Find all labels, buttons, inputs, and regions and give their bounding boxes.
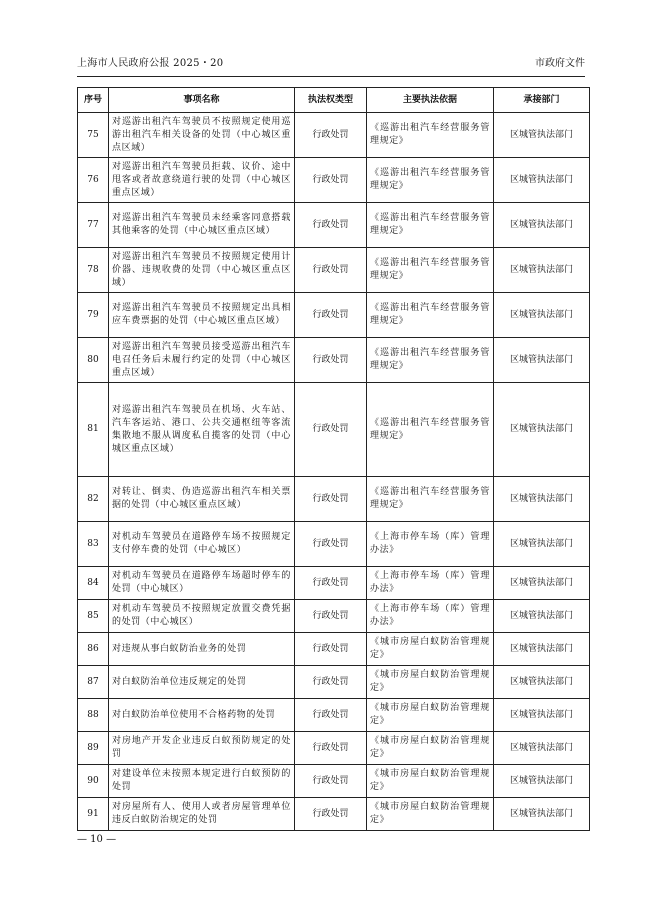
row-number-cell: 76	[78, 158, 109, 203]
power-type-cell: 行政处罚	[295, 600, 367, 633]
item-name-cell: 对巡游出租汽车驾驶员不按照规定使用计价器、违规收费的处罚（中心城区重点区域）	[109, 248, 295, 293]
row-number-cell: 84	[78, 567, 109, 600]
power-type-cell: 行政处罚	[295, 338, 367, 383]
column-header-department: 承接部门	[494, 88, 590, 113]
department-cell: 区城管执法部门	[494, 732, 590, 765]
power-type-cell: 行政处罚	[295, 765, 367, 798]
power-type-cell: 行政处罚	[295, 477, 367, 522]
power-type-cell: 行政处罚	[295, 732, 367, 765]
item-name-cell: 对巡游出租汽车驾驶员在机场、火车站、汽车客运站、港口、公共交通枢纽等客流集散地不服从调度私自揽客的处罚（中心城区重点区域）	[109, 383, 295, 477]
table-row	[78, 600, 590, 633]
column-header-item-name: 事项名称	[109, 88, 295, 113]
row-number-cell: 89	[78, 732, 109, 765]
column-header-power-type: 执法权类型	[295, 88, 367, 113]
item-name-cell: 对建设单位未按照本规定进行白蚁预防的处罚	[109, 765, 295, 798]
legal-basis-cell: 《巡游出租汽车经营服务管理规定》	[367, 477, 494, 522]
department-cell: 区城管执法部门	[494, 699, 590, 732]
legal-basis-cell: 《巡游出租汽车经营服务管理规定》	[367, 383, 494, 477]
department-cell: 区城管执法部门	[494, 383, 590, 477]
row-number-cell: 83	[78, 522, 109, 567]
department-cell: 区城管执法部门	[494, 338, 590, 383]
table-header-row	[78, 88, 590, 113]
legal-basis-cell: 《上海市停车场（库）管理办法》	[367, 600, 494, 633]
department-cell: 区城管执法部门	[494, 248, 590, 293]
table-row	[78, 338, 590, 383]
row-number-cell: 80	[78, 338, 109, 383]
page-header	[77, 54, 585, 76]
power-type-cell: 行政处罚	[295, 666, 367, 699]
legal-basis-cell: 《巡游出租汽车经营服务管理规定》	[367, 113, 494, 158]
department-cell: 区城管执法部门	[494, 522, 590, 567]
table-row	[78, 158, 590, 203]
item-name-cell: 对巡游出租汽车驾驶员不按照规定使用巡游出租汽车相关设备的处罚（中心城区重点区域）	[109, 113, 295, 158]
department-cell: 区城管执法部门	[494, 765, 590, 798]
table-row	[78, 666, 590, 699]
item-name-cell: 对巡游出租汽车驾驶员不按照规定出具相应车费票据的处罚（中心城区重点区域）	[109, 293, 295, 338]
table-row	[78, 732, 590, 765]
power-type-cell: 行政处罚	[295, 699, 367, 732]
legal-basis-cell: 《城市房屋白蚁防治管理规定》	[367, 699, 494, 732]
table-row	[78, 798, 590, 831]
legal-basis-cell: 《上海市停车场（库）管理办法》	[367, 567, 494, 600]
power-type-cell: 行政处罚	[295, 567, 367, 600]
item-name-cell: 对巡游出租汽车驾驶员未经乘客同意搭载其他乘客的处罚（中心城区重点区域）	[109, 203, 295, 248]
legal-basis-cell: 《巡游出租汽车经营服务管理规定》	[367, 293, 494, 338]
table-row	[78, 699, 590, 732]
table-row	[78, 293, 590, 338]
item-name-cell: 对房地产开发企业违反白蚁预防规定的处罚	[109, 732, 295, 765]
item-name-cell: 对白蚁防治单位违反规定的处罚	[109, 666, 295, 699]
column-header-no: 序号	[78, 88, 109, 113]
row-number-cell: 86	[78, 633, 109, 666]
power-type-cell: 行政处罚	[295, 293, 367, 338]
department-cell: 区城管执法部门	[494, 293, 590, 338]
table-body	[78, 113, 590, 831]
power-type-cell: 行政处罚	[295, 158, 367, 203]
legal-basis-cell: 《巡游出租汽车经营服务管理规定》	[367, 338, 494, 383]
legal-basis-cell: 《巡游出租汽车经营服务管理规定》	[367, 158, 494, 203]
department-cell: 区城管执法部门	[494, 600, 590, 633]
item-name-cell: 对巡游出租汽车驾驶员拒载、议价、途中甩客或者故意绕道行驶的处罚（中心城区重点区域）	[109, 158, 295, 203]
legal-basis-cell: 《巡游出租汽车经营服务管理规定》	[367, 203, 494, 248]
row-number-cell: 87	[78, 666, 109, 699]
table-row	[78, 765, 590, 798]
table-row	[78, 522, 590, 567]
column-header-legal-basis: 主要执法依据	[367, 88, 494, 113]
department-cell: 区城管执法部门	[494, 477, 590, 522]
item-name-cell: 对白蚁防治单位使用不合格药物的处罚	[109, 699, 295, 732]
legal-basis-cell: 《上海市停车场（库）管理办法》	[367, 522, 494, 567]
item-name-cell: 对转让、倒卖、伪造巡游出租汽车相关票据的处罚（中心城区重点区域）	[109, 477, 295, 522]
department-cell: 区城管执法部门	[494, 113, 590, 158]
power-type-cell: 行政处罚	[295, 383, 367, 477]
page-number: — 10 —	[77, 834, 117, 845]
section-title: 市政府文件	[535, 58, 585, 69]
department-cell: 区城管执法部门	[494, 798, 590, 831]
power-type-cell: 行政处罚	[295, 113, 367, 158]
row-number-cell: 82	[78, 477, 109, 522]
table-row	[78, 383, 590, 477]
row-number-cell: 91	[78, 798, 109, 831]
row-number-cell: 75	[78, 113, 109, 158]
row-number-cell: 90	[78, 765, 109, 798]
power-type-cell: 行政处罚	[295, 633, 367, 666]
row-number-cell: 78	[78, 248, 109, 293]
legal-basis-cell: 《城市房屋白蚁防治管理规定》	[367, 798, 494, 831]
department-cell: 区城管执法部门	[494, 633, 590, 666]
legal-basis-cell: 《城市房屋白蚁防治管理规定》	[367, 732, 494, 765]
item-name-cell: 对违规从事白蚁防治业务的处罚	[109, 633, 295, 666]
item-name-cell: 对房屋所有人、使用人或者房屋管理单位违反白蚁防治规定的处罚	[109, 798, 295, 831]
item-name-cell: 对巡游出租汽车驾驶员接受巡游出租汽车电召任务后未履行约定的处罚（中心城区重点区域）	[109, 338, 295, 383]
row-number-cell: 88	[78, 699, 109, 732]
publication-title: 上海市人民政府公报 2025・20	[77, 58, 224, 69]
row-number-cell: 81	[78, 383, 109, 477]
power-type-cell: 行政处罚	[295, 248, 367, 293]
legal-basis-cell: 《巡游出租汽车经营服务管理规定》	[367, 248, 494, 293]
table-row	[78, 248, 590, 293]
department-cell: 区城管执法部门	[494, 567, 590, 600]
department-cell: 区城管执法部门	[494, 666, 590, 699]
power-type-cell: 行政处罚	[295, 203, 367, 248]
row-number-cell: 79	[78, 293, 109, 338]
header-rule	[77, 76, 585, 77]
table-row	[78, 477, 590, 522]
legal-basis-cell: 《城市房屋白蚁防治管理规定》	[367, 633, 494, 666]
table-row	[78, 113, 590, 158]
item-name-cell: 对机动车驾驶员在道路停车场不按照规定支付停车费的处罚（中心城区）	[109, 522, 295, 567]
department-cell: 区城管执法部门	[494, 203, 590, 248]
row-number-cell: 85	[78, 600, 109, 633]
legal-basis-cell: 《城市房屋白蚁防治管理规定》	[367, 666, 494, 699]
row-number-cell: 77	[78, 203, 109, 248]
power-type-cell: 行政处罚	[295, 798, 367, 831]
enforcement-items-table	[77, 87, 590, 831]
table-row	[78, 567, 590, 600]
department-cell: 区城管执法部门	[494, 158, 590, 203]
table-row	[78, 633, 590, 666]
legal-basis-cell: 《城市房屋白蚁防治管理规定》	[367, 765, 494, 798]
item-name-cell: 对机动车驾驶员不按照规定放置交费凭据的处罚（中心城区）	[109, 600, 295, 633]
item-name-cell: 对机动车驾驶员在道路停车场超时停车的处罚（中心城区）	[109, 567, 295, 600]
power-type-cell: 行政处罚	[295, 522, 367, 567]
table-row	[78, 203, 590, 248]
